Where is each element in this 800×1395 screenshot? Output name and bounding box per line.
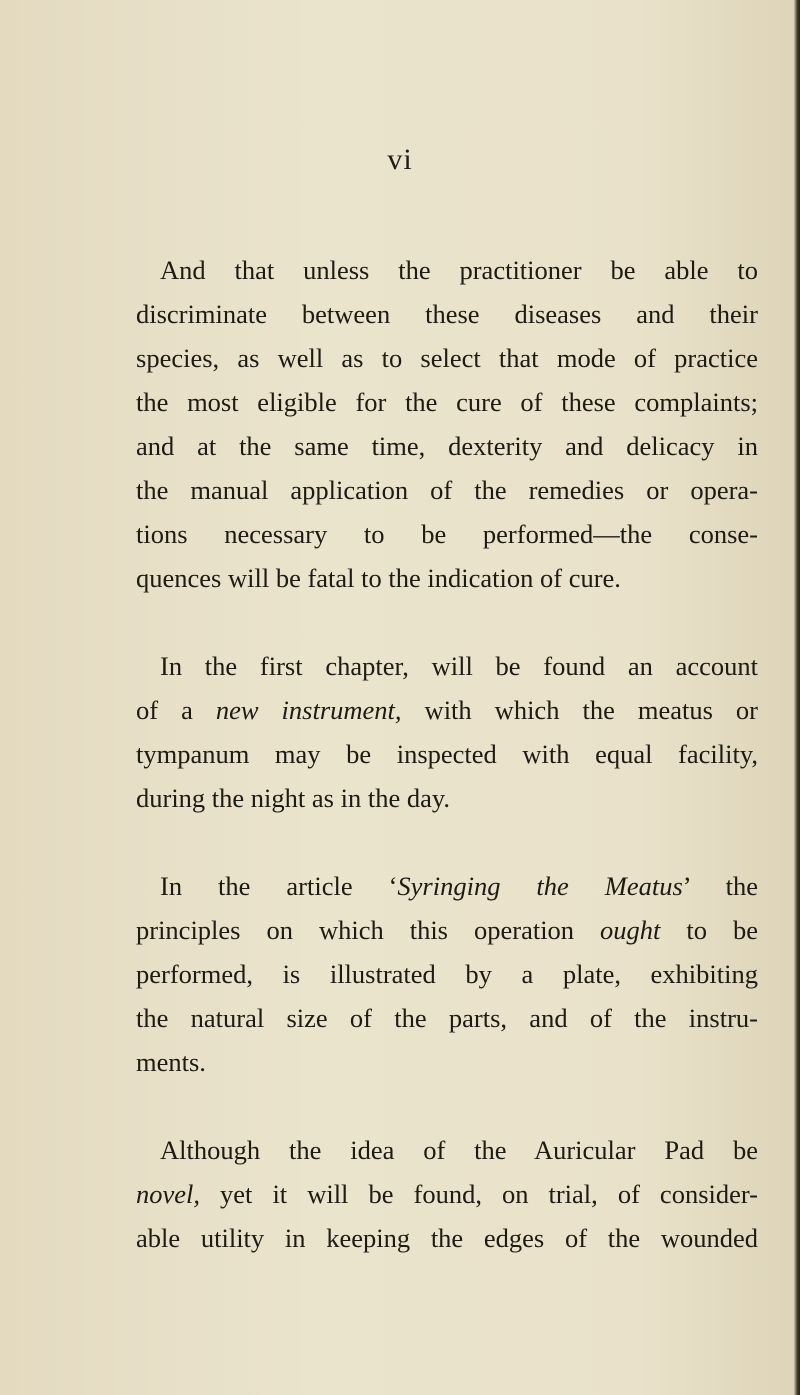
text-run: ’ the bbox=[682, 871, 759, 901]
text-line: performed, is illustrated by a plate, exhibiting bbox=[136, 959, 758, 989]
italic-run: novel, bbox=[136, 1179, 201, 1209]
text-line: ments. bbox=[136, 1047, 206, 1077]
text-line bbox=[136, 688, 758, 732]
text-line: tions necessary to be performed—the conse- bbox=[136, 519, 758, 549]
paragraph-3 bbox=[136, 864, 758, 1084]
text-line bbox=[136, 864, 758, 908]
text-line: the manual application of the remedies or opera- bbox=[136, 475, 758, 505]
text-line: discriminate between these diseases and their bbox=[136, 299, 758, 329]
italic-run: Syringing the Meatus bbox=[397, 871, 683, 901]
paragraph-2 bbox=[136, 644, 758, 820]
text-line: And that unless the practitioner be able to bbox=[160, 255, 758, 285]
text-line: species, as well as to select that mode of practice bbox=[136, 343, 758, 373]
page-number: vi bbox=[387, 143, 413, 176]
text-line bbox=[136, 908, 758, 952]
page-body bbox=[136, 248, 758, 1260]
paragraph-1 bbox=[136, 248, 758, 600]
text-line: during the night as in the day. bbox=[136, 783, 451, 813]
text-run: with which the meatus or bbox=[401, 695, 758, 725]
text-run: yet it will be found, on trial, of consider- bbox=[200, 1179, 758, 1209]
text-line: the most eligible for the cure of these complaints; bbox=[136, 387, 758, 417]
text-line: quences will be fatal to the indication of cure. bbox=[136, 563, 621, 593]
italic-run: ought bbox=[600, 915, 661, 945]
page-edge-shadow bbox=[794, 0, 800, 1395]
italic-run: new instrument, bbox=[215, 695, 402, 725]
text-line: In the first chapter, will be found an account bbox=[160, 651, 758, 681]
paragraph-4 bbox=[136, 1128, 758, 1260]
text-run: to be bbox=[660, 915, 759, 945]
text-line: the natural size of the parts, and of the instru- bbox=[136, 1003, 758, 1033]
text-run: of a bbox=[136, 695, 216, 725]
text-run: In the article ‘ bbox=[160, 871, 398, 901]
text-line: tympanum may be inspected with equal facility, bbox=[136, 739, 758, 769]
text-line: and at the same time, dexterity and delicacy in bbox=[136, 431, 758, 461]
text-line: Although the idea of the Auricular Pad be bbox=[160, 1135, 758, 1165]
text-line: able utility in keeping the edges of the wounded bbox=[136, 1223, 758, 1253]
text-line bbox=[136, 1172, 758, 1216]
text-run: principles on which this operation bbox=[136, 915, 601, 945]
